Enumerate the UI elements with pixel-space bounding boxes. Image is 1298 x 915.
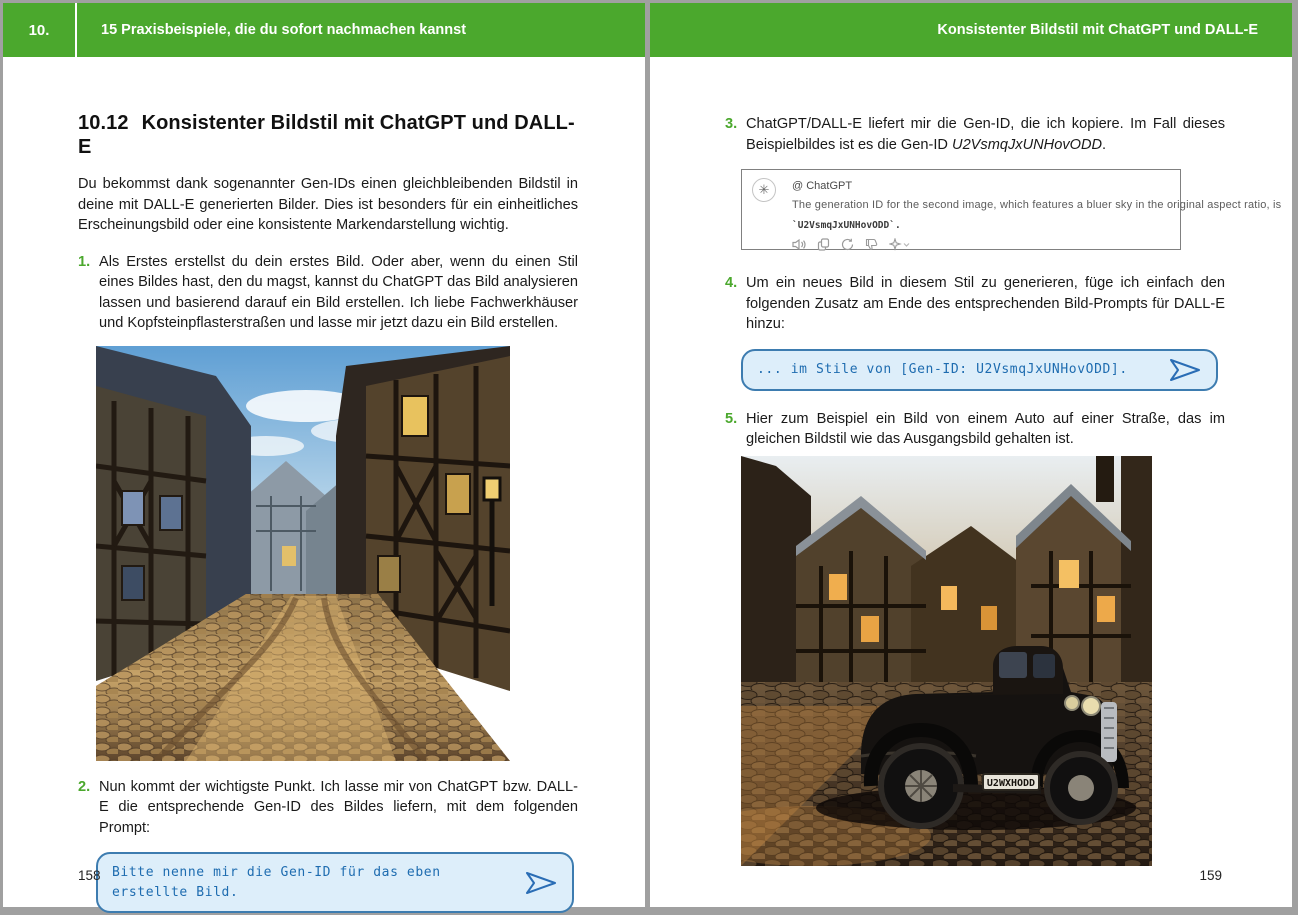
chapter-number: 10. <box>3 3 77 57</box>
list-item-4 <box>725 273 1225 335</box>
list-number-1: 1. <box>78 253 91 270</box>
list-text-5: Hier zum Beispiel ein Bild von einem Auto auf einer Straße, das im gleichen Bildstil wie das Ausgangsbild gehalten ist. <box>746 410 1225 447</box>
list-item-5 <box>725 409 1225 450</box>
chatgpt-screenshot <box>741 169 1282 250</box>
header-bar-right <box>650 3 1292 57</box>
street-photo-illustration <box>96 346 510 761</box>
regenerate-icon[interactable] <box>841 238 854 251</box>
chatgpt-sender-label: @ ChatGPT <box>792 180 853 192</box>
thumbs-down-icon[interactable] <box>865 238 878 251</box>
list-text-1: Als Erstes erstellst du dein erstes Bild. Oder aber, wenn du einen Stil eines Bildes hast, den du magst, kannst du ChatGPT das Bild analysieren lassen und basierend darauf ein Bild erstellen. Ich liebe Fachwerkhäuser und Kopfsteinpflasterstraßen und lasse mir jetzt dazu ein Bild erstellen. <box>99 253 578 331</box>
street-photo <box>96 346 510 761</box>
list-text-4: Um ein neues Bild in diesem Stil zu generieren, füge ich einfach den folgenden Zusatz am Ende des entsprechenden Bild-Prompts für DALL-E hinzu: <box>746 275 1225 332</box>
copy-icon[interactable] <box>817 238 830 251</box>
list-number-2: 2. <box>78 778 91 795</box>
list-number-4: 4. <box>725 275 738 291</box>
chatgpt-message-text: The generation ID for the second image, which features a bluer sky in the original aspect ratio, is <box>792 199 1282 211</box>
sparkle-menu-icon[interactable] <box>889 238 911 251</box>
code-suffix: . <box>894 220 901 231</box>
license-plate: U2WXHODD <box>986 777 1036 789</box>
prompt-text: ... im Stile von [Gen-ID: U2VsmqJxUNHovODD]. <box>757 361 1128 377</box>
list-item-1 <box>78 252 578 334</box>
header-bar-left <box>3 3 645 57</box>
send-icon[interactable] <box>524 869 558 897</box>
intro-paragraph: Du bekommst dank sogenannter Gen-IDs einen gleichbleibenden Bildstil in deine mit DALL-E generierten Bilder. Dies ist besonders für ein einheitliches Erscheinungsbild oder eine konsistente Markendarstellung wichtig. <box>78 176 578 233</box>
gen-id-value: U2VsmqJxUNHovODD <box>952 136 1103 153</box>
list-text-3-after: . <box>1102 136 1107 153</box>
list-item-3 <box>725 114 1225 155</box>
list-number-3: 3. <box>725 116 738 132</box>
prompt-box-gen-id <box>96 852 574 913</box>
send-icon[interactable] <box>1168 356 1202 384</box>
prompt-text: Bitte nenne mir die Gen-ID für das eben erstellte Bild. <box>112 864 441 900</box>
prompt-box-style-suffix <box>741 349 1218 391</box>
list-text-3 <box>746 114 1225 155</box>
chatgpt-message-column <box>792 180 1282 251</box>
chatgpt-action-bar <box>792 238 1168 251</box>
section-number: 10.12 <box>78 112 129 134</box>
page-number-right: 159 <box>1199 868 1222 883</box>
page-left-content <box>3 57 645 907</box>
page-right-content <box>650 57 1292 907</box>
read-aloud-icon[interactable] <box>792 238 806 251</box>
running-head-right: Konsistenter Bildstil mit ChatGPT und DALL-E <box>937 22 1258 38</box>
running-head-left: 15 Praxisbeispiele, die du sofort nachmachen kannst <box>101 22 467 38</box>
list-item-2 <box>78 777 578 839</box>
section-title <box>78 111 585 159</box>
book-spread <box>3 3 1292 907</box>
section-title-text: Konsistenter Bildstil mit ChatGPT und DALL-E <box>78 112 575 158</box>
page-left <box>3 3 645 907</box>
page-number-left: 158 <box>78 868 101 883</box>
chatgpt-gen-id-code <box>792 220 1168 231</box>
list-text-3-before: ChatGPT/DALL-E liefert mir die Gen-ID, die ich kopiere. Im Fall dieses Beispielbildes ist es die Gen-ID <box>746 116 1225 153</box>
car-photo <box>741 456 1152 866</box>
chatgpt-logo-icon: ✳ <box>752 178 776 202</box>
list-text-2: Nun kommt der wichtigste Punkt. Ich lasse mir von ChatGPT bzw. DALL-E die entsprechende Gen-ID des Bildes liefern, mit dem folgenden Prompt: <box>99 778 578 836</box>
list-number-5: 5. <box>725 410 738 427</box>
car-photo-illustration <box>741 456 1152 866</box>
code-literal: `U2VsmqJxUNHovODD` <box>792 220 895 231</box>
page-right <box>650 3 1292 907</box>
